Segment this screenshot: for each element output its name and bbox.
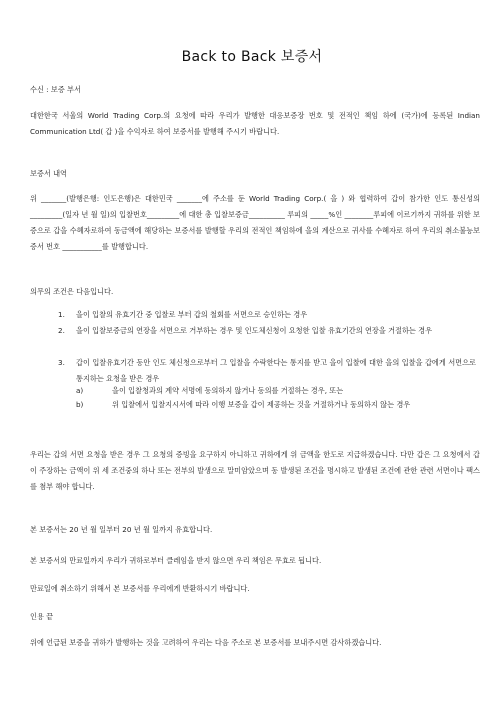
recipient-line: 수신 : 보증 부서 (30, 85, 81, 94)
closing-paragraph: 위에 언급된 보증을 귀하가 발행하는 것을 고려하여 우리는 다음 주소로 본 보증서를 보내주시면 감사하겠습니다. (30, 638, 382, 647)
return-line: 만료일에 취소하기 위해서 본 보증서를 우리에게 반환하시기 바랍니다. (30, 584, 250, 593)
condition-item: 을이 입찰보증금의 연장을 서면으로 거부하는 경우 및 인도체신청이 요청한 입찰 유효기간의 연장을 거절하는 경우 (76, 326, 433, 335)
quote-end-line: 인용 끝 (30, 612, 54, 621)
subcondition-label: a) (76, 386, 84, 395)
conditions-intro: 의무의 조건은 다음입니다. (30, 287, 114, 296)
payment-paragraph: 우리는 갑의 서면 요청을 받은 경우 그 요청의 증빙을 요구하지 아니하고 귀하에게 위 금액을 한도로 지급하겠습니다. 다만 갑은 그 요청에서 갑이 주장하는 금액이 위 세 조건중의 하나 또는 전부의 발생으로 말미암았으며 동 발생된 조건을 명시하고 발생된 조건에 관한 관련 서면이나 팩스를 첨부 해야 합니다. (30, 450, 480, 491)
condition-item: 을이 입찰의 유효기간 중 입찰로 부터 갑의 철회를 서면으로 승인하는 경우 (76, 310, 308, 319)
subcondition-item: 위 입찰에서 입찰지시서에 따라 이행 보증을 갑이 제공하는 것을 거절하거나 동의하지 않는 경우 (112, 400, 411, 409)
document-title: Back to Back 보증서 (181, 49, 323, 65)
condition-item: 갑이 입찰유효기간 동안 인도 체신청으로부터 그 입찰을 수락한다는 통지를 받고 을이 입찰에 대한 을의 입찰을 갑에게 서면으로 통지하는 요청을 받은 경우 (76, 358, 476, 383)
intro-paragraph: 대한한국 서울의 World Trading Corp.의 요청에 따라 우리가 발행한 대응보증장 번호 및 전적인 책임 하에 (국가)에 등록된 Indian Communication Ltd( 갑 )을 수익자로 하여 보증서를 발행해 주시기 바랍니다. (30, 111, 480, 136)
condition-number: 1. (58, 310, 65, 319)
validity-line: 본 보증서는 20 년 월 일부터 20 년 월 일까지 유효합니다. (30, 525, 213, 534)
subcondition-label: b) (76, 400, 84, 409)
expiry-line: 본 보증서의 만료일까지 우리가 귀하로부터 클레임을 받지 않으면 우리 책임은 무효로 됩니다. (30, 556, 322, 565)
condition-number: 3. (58, 358, 65, 367)
body-paragraph: 위 _______(발행은행: 인도은행)은 대한민국 _______에 주소를 둔 World Trading Corp.( 을 ) 와 협력하여 갑이 참가한 인도 통신성의 _________(일자 년 월 일)의 입찰번호_________에 대한 총 입찰보증금__________ 루피의 _____%인 ________루피에 이르기까지 귀하를 위한 보증으로 갑을 수혜자로하여 동금액에 해당하는 보증서를 발행할 우리의 전적인 책임하에 을의 계산으로 귀사를 수혜자로 하여 우리의 취소불능보증서 번호 ___________를 발행합니다. (30, 194, 480, 251)
subcondition-item: 을이 입찰청과의 계약 서명에 동의하지 않거나 동의를 거절하는 경우, 또는 (112, 386, 344, 395)
section-heading: 보증서 내역 (30, 169, 68, 178)
condition-number: 2. (58, 326, 65, 335)
